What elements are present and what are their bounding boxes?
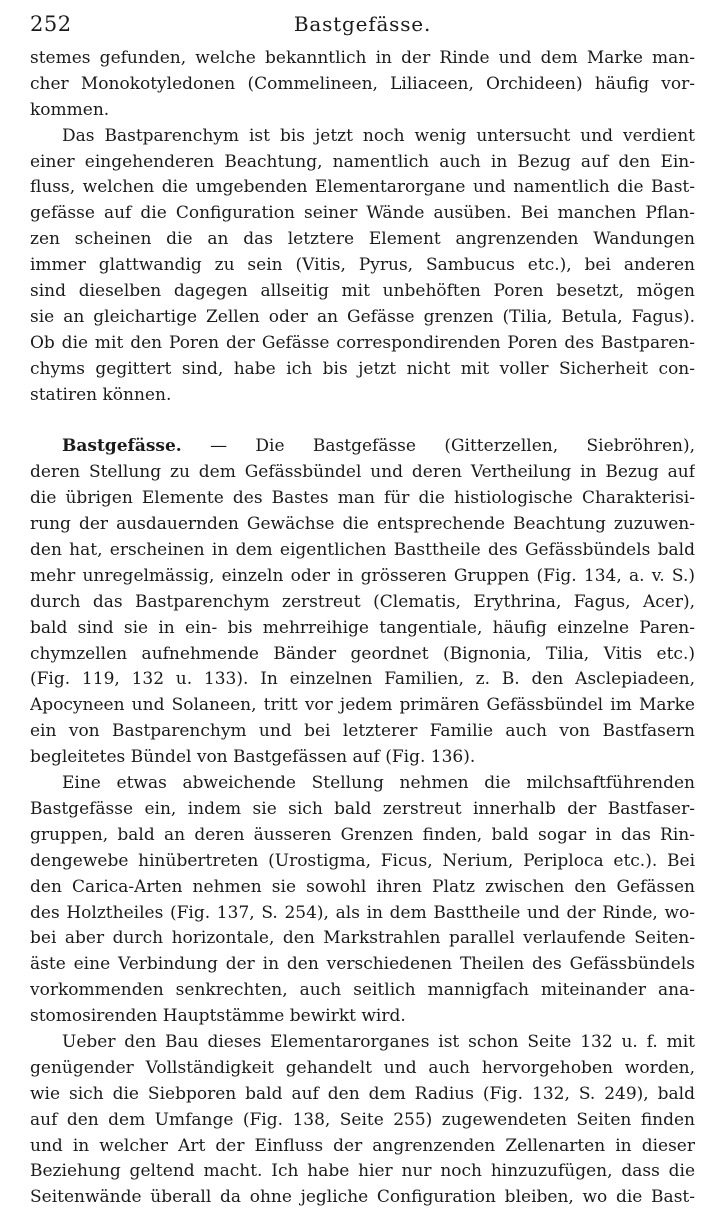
text-line: genügender Vollständigkeit gehandelt und auch hervorgehoben worden, [30, 1057, 695, 1078]
paragraph-continuation [30, 46, 695, 124]
text-line: chyms gegittert sind, habe ich bis jetzt nicht mit voller Sicherheit con- [30, 358, 695, 379]
section-heading-rest: — Die Bastgefässe (Gitterzellen, Siebröhren), [181, 436, 695, 457]
text-line: immer glattwandig zu sein (Vitis, Pyrus, Sambucus etc.), bei anderen [30, 255, 695, 276]
paragraph-bastparenchym [30, 124, 695, 409]
text-line: zen scheinen die an das letztere Element angrenzenden Wandungen [30, 229, 695, 250]
text-line: stemes gefunden, welche bekanntlich in der Rinde und dem Marke man- [30, 48, 695, 68]
text-line: Eine etwas abweichende Stellung nehmen die milchsaftführenden [62, 773, 695, 794]
text-line: dengewebe hinübertreten (Urostigma, Ficus, Nerium, Periploca etc.). Bei [30, 850, 695, 871]
text-line: mehr unregelmässig, einzeln oder in grösseren Gruppen (Fig. 134, a. v. S.) [30, 565, 695, 586]
text-line: fluss, welchen die umgebenden Elementarorgane und namentlich die Bast- [30, 177, 695, 198]
text-line: gruppen, bald an deren äusseren Grenzen finden, bald sogar in das Rin- [30, 824, 695, 845]
text-line: statiren können. [30, 384, 172, 405]
text-line: und in welcher Art der Einfluss der angrenzenden Zellenarten in dieser [30, 1135, 695, 1156]
text-line: Beziehung geltend macht. Ich habe hier nur noch hinzuzufügen, dass die [30, 1161, 695, 1182]
text-line: rung der ausdauernden Gewächse die entsprechende Beachtung zuzuwen- [30, 514, 695, 535]
section-first-line [30, 434, 695, 460]
text-line: Ob die mit den Poren der Gefässe correspondirenden Poren des Bastparen- [30, 332, 695, 353]
text-line: bald sind sie in ein- bis mehrreihige tangentiale, häufig einzelne Paren- [30, 617, 695, 638]
text-line: vorkommenden senkrechten, auch seitlich mannigfach miteinander ana- [30, 980, 695, 1001]
text-line: einer eingehenderen Beachtung, namentlich auch in Bezug auf den Ein- [30, 151, 695, 172]
text-line: Ueber den Bau dieses Elementarorganes ist schon Seite 132 u. f. mit [62, 1031, 695, 1052]
text-line: den Carica-Arten nehmen sie sowohl ihren Platz zwischen den Gefässen [30, 876, 695, 897]
text-line: die übrigen Elemente des Bastes man für die histiologische Charakterisi- [30, 488, 695, 509]
section-spacer [30, 408, 695, 434]
text-line: sie an gleichartige Zellen oder an Gefässe grenzen (Tilia, Betula, Fagus). [30, 306, 695, 327]
paragraph-bau [30, 1030, 695, 1211]
text-line: begleitetes Bündel von Bastgefässen auf (Fig. 136). [30, 747, 476, 768]
text-line: Seitenwände überall da ohne jegliche Configuration bleiben, wo die Bast- [30, 1187, 695, 1208]
paragraph-bastgefaesse [30, 434, 695, 771]
body-text [30, 46, 695, 1211]
text-line: Apocyneen und Solaneen, tritt vor jedem primären Gefässbündel im Marke [30, 695, 695, 716]
text-line: kommen. [30, 99, 110, 120]
text-line: cher Monokotyledonen (Commelineen, Liliaceen, Orchideen) häufig vor- [30, 73, 695, 94]
page-number: 252 [30, 12, 72, 36]
text-line: wie sich die Siebporen bald auf den dem Radius (Fig. 132, S. 249), bald [30, 1083, 695, 1104]
text-line: Das Bastparenchym ist bis jetzt noch wenig untersucht und verdient [62, 125, 695, 146]
section-heading: Bastgefässe. [62, 436, 182, 457]
paragraph-milchsaft [30, 771, 695, 1030]
text-line: gefässe auf die Configuration seiner Wände ausüben. Bei manchen Pflan- [30, 203, 695, 224]
text-line: auf den dem Umfange (Fig. 138, Seite 255) zugewendeten Seiten finden [30, 1109, 695, 1130]
text-line: stomosirenden Hauptstämme bewirkt wird. [30, 1006, 406, 1027]
text-line: des Holztheiles (Fig. 137, S. 254), als in dem Basttheile und der Rinde, wo- [30, 902, 695, 923]
text-line: ein von Bastparenchym und bei letzterer Familie auch von Bastfasern [30, 721, 695, 742]
text-line: durch das Bastparenchym zerstreut (Clematis, Erythrina, Fagus, Acer), [30, 591, 695, 612]
running-title: Bastgefässe. [293, 12, 432, 36]
text-line: chymzellen aufnehmende Bänder geordnet (Bignonia, Tilia, Vitis etc.) [30, 643, 695, 664]
page-header [30, 10, 695, 46]
text-line: den hat, erscheinen in dem eigentlichen Basttheile des Gefässbündels bald [30, 540, 695, 561]
text-line: sind dieselben dagegen allseitig mit unbehöften Poren besetzt, mögen [30, 281, 695, 302]
text-line: bei aber durch horizontale, den Markstrahlen parallel verlaufende Seiten- [30, 928, 695, 949]
text-line: deren Stellung zu dem Gefässbündel und deren Vertheilung in Bezug auf [30, 462, 695, 483]
text-line: äste eine Verbindung der in den verschiedenen Theilen des Gefässbündels [30, 954, 695, 975]
text-line: (Fig. 119, 132 u. 133). In einzelnen Familien, z. B. den Asclepiadeen, [30, 669, 695, 690]
text-line: Bastgefässe ein, indem sie sich bald zerstreut innerhalb der Bastfaser- [30, 798, 695, 819]
